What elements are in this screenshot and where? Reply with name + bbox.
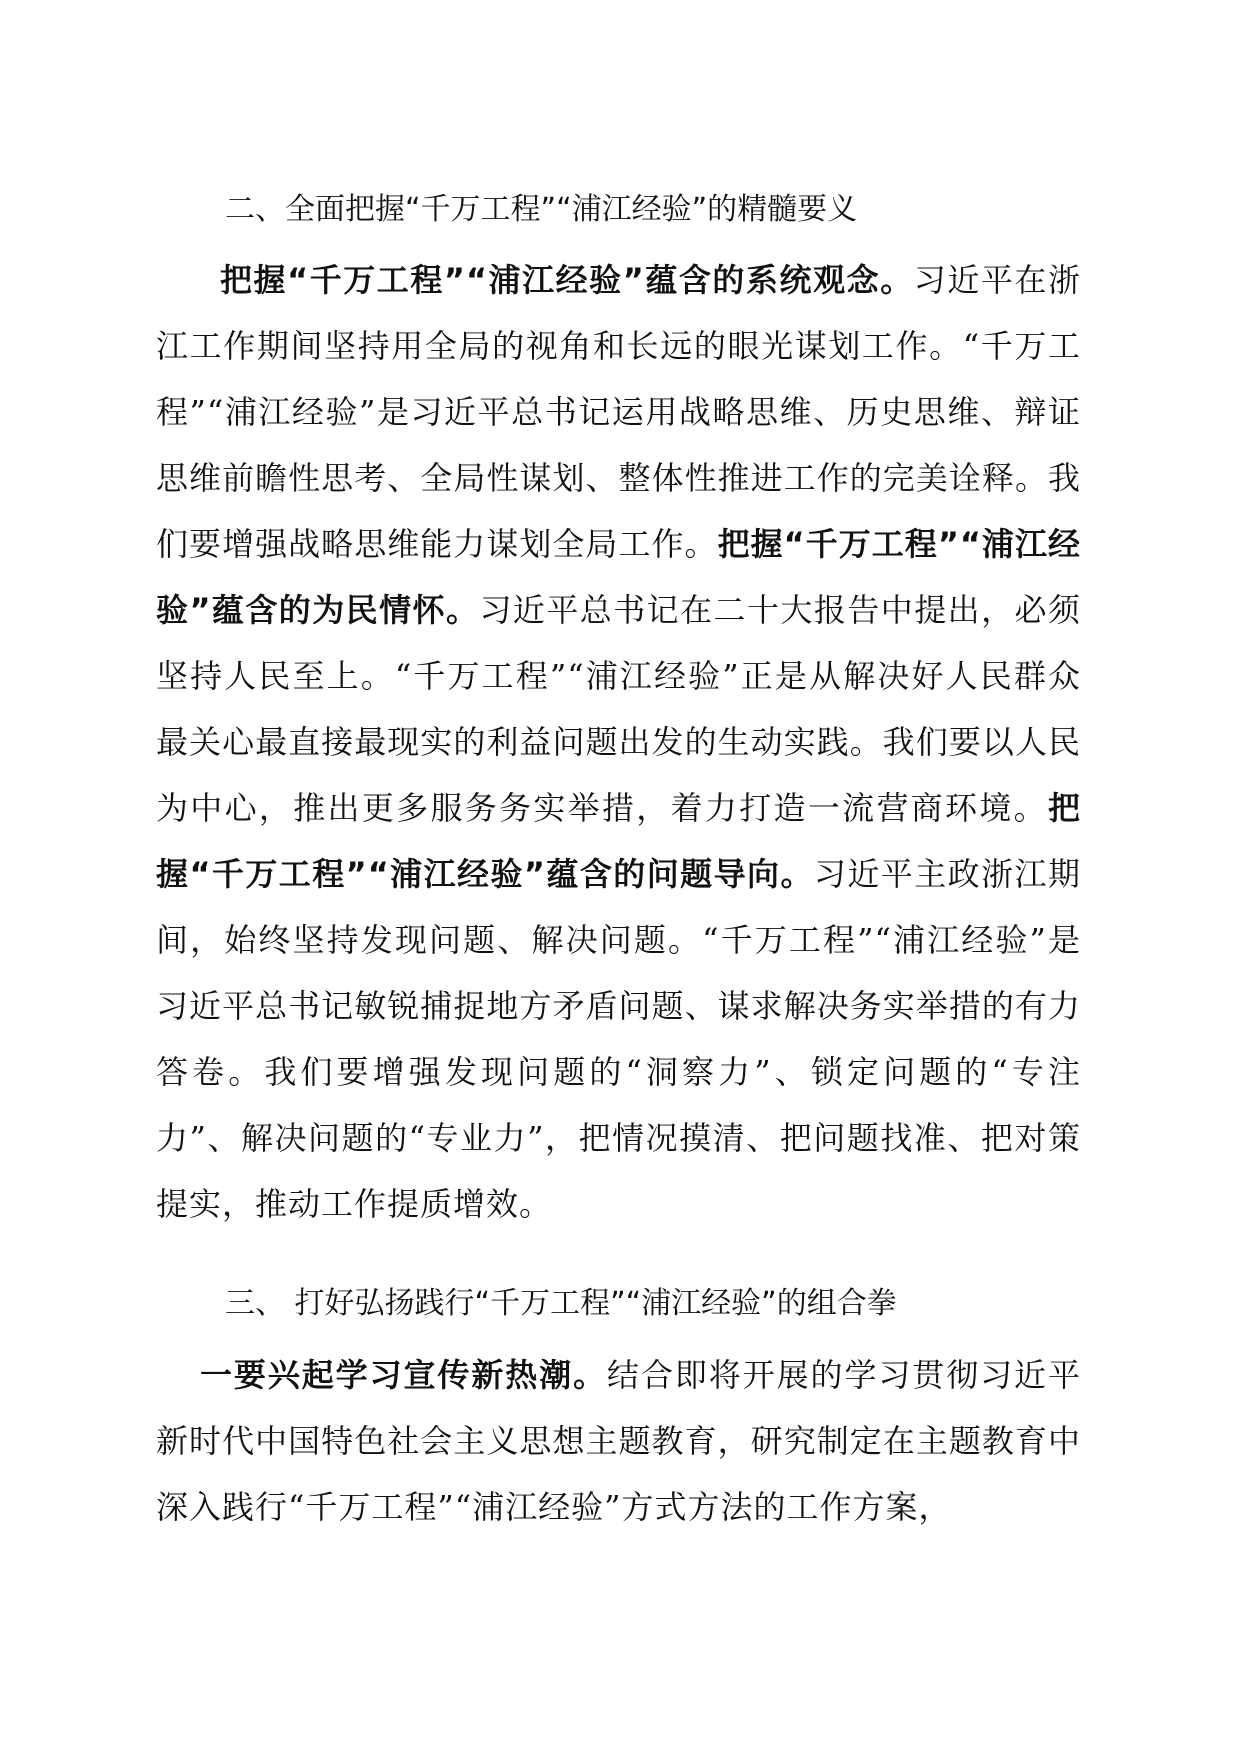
point-2-title: 把握“千万工程”“浦江经验”蕴含的为民情怀。 (156, 525, 1081, 629)
section-2-paragraph (156, 247, 1081, 1237)
section-3-point-1-body: 结合即将开展的学习贯彻习近平新时代中国特色社会主义思想主题教育，研究制定在主题教育中深入践行“千万工程”“浦江经验”方式方法的工作方案， (156, 1356, 1081, 1526)
point-3-title: 把握“千万工程”“浦江经验”蕴含的问题导向。 (156, 789, 1081, 893)
section-2-heading: 二、全面把握“千万工程”“浦江经验”的精髓要义 (225, 192, 858, 227)
point-3-body: 习近平主政浙江期间，始终坚持发现问题、解决问题。“千万工程”“浦江经验”是习近平总书记敏锐捕捉地方矛盾问题、谋求解决务实举措的有力答卷。我们要增强发现问题的“洞察力”、锁定问题的“专注力”、解决问题的“专业力”，把情况摸清、把问题找准、把对策提实，推动工作提质增效。 (156, 855, 1081, 1223)
section-3-heading: 三、 打好弘扬践行“千万工程”“浦江经验”的组合拳 (225, 1286, 897, 1321)
point-1-title: 把握“千万工程”“浦江经验”蕴含的系统观念。 (220, 261, 914, 299)
section-3-point-1-title: 一要兴起学习宣传新热潮。 (200, 1356, 608, 1394)
section-3-paragraph (156, 1342, 1081, 1540)
point-1-body: 习近平在浙江工作期间坚持用全局的视角和长远的眼光谋划工作。“千万工程”“浦江经验”是习近平总书记运用战略思维、历史思维、辩证思维前瞻性思考、全局性谋划、整体性推进工作的完美诠释。我们要增强战略思维能力谋划全局工作。 (156, 261, 1081, 563)
point-2-body: 习近平总书记在二十大报告中提出，必须坚持人民至上。“千万工程”“浦江经验”正是从解决好人民群众最关心最直接最现实的利益问题出发的生动实践。我们要以人民为中心，推出更多服务务实举措，着力打造一流营商环境。 (156, 591, 1081, 827)
